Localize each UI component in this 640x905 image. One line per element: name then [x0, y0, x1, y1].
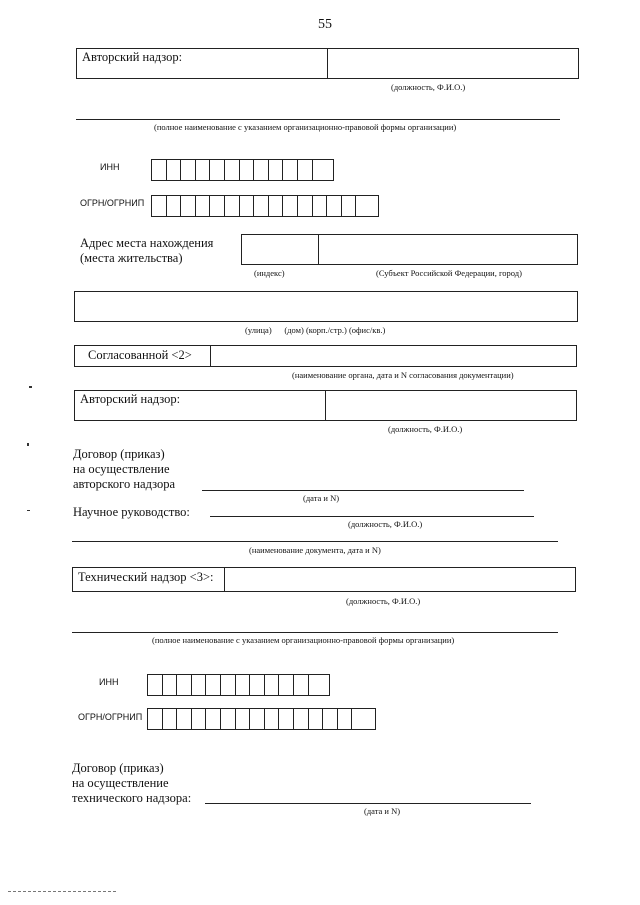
technical-supervision-caption: (должность, Ф.И.О.) [346, 596, 421, 606]
inn-cells-2[interactable] [147, 674, 330, 696]
scientific-caption2: (наименование документа, дата и N) [249, 545, 381, 555]
inn-cells-1[interactable] [151, 159, 334, 181]
page-number: 55 [318, 17, 332, 32]
org-full-name-line-1[interactable] [76, 119, 560, 120]
author-supervision-label-1: Авторский надзор: [82, 50, 183, 64]
contract-tech-line1: Договор (приказ) [72, 761, 164, 775]
address-street-caption: (улица) (дом) (корп./стр.) (офис/кв.) [245, 325, 386, 335]
contract-tech-line3: технического надзора: [72, 791, 192, 805]
org-full-name-caption-2: (полное наименование с указанием организационно-правовой формы организации) [152, 635, 455, 645]
scan-mark [29, 386, 32, 388]
inn-label-1: ИНН [100, 162, 120, 172]
contract-author-caption: (дата и N) [303, 493, 340, 503]
scientific-line[interactable] [210, 516, 534, 517]
author-supervision-input-1[interactable] [327, 48, 579, 79]
technical-supervision-label: Технический надзор <3>: [78, 570, 214, 584]
scan-bottom-edge [8, 891, 116, 892]
address-label-line1: Адрес места нахождения [80, 236, 214, 250]
technical-supervision-input[interactable] [224, 567, 576, 592]
inn-label-2: ИНН [99, 677, 119, 687]
contract-author-line1: Договор (приказ) [73, 447, 165, 461]
address-index-caption: (индекс) [254, 268, 285, 278]
ogrn-label-1: ОГРН/ОГРНИП [80, 198, 145, 208]
approved-input[interactable] [210, 345, 577, 367]
scientific-doc-line[interactable] [72, 541, 558, 542]
scientific-label: Научное руководство: [73, 505, 190, 519]
scientific-caption1: (должность, Ф.И.О.) [348, 519, 423, 529]
ogrn-label-2: ОГРН/ОГРНИП [78, 712, 143, 722]
address-street-box[interactable] [74, 291, 578, 322]
approved-caption: (наименование органа, дата и N согласования документации) [292, 370, 514, 380]
author-supervision-caption-1: (должность, Ф.И.О.) [391, 82, 466, 92]
contract-author-line2: на осуществление [73, 462, 170, 476]
author-supervision-input-2[interactable] [325, 390, 577, 421]
address-subject-caption: (Субъект Российской Федерации, город) [376, 268, 522, 278]
org-full-name-caption-1: (полное наименование с указанием организационно-правовой формы организации) [154, 122, 457, 132]
contract-author-line3: авторского надзора [73, 477, 176, 491]
author-supervision-caption-2: (должность, Ф.И.О.) [388, 424, 463, 434]
address-label-line2: (места жительства) [80, 251, 183, 265]
contract-tech-line2: на осуществление [72, 776, 169, 790]
scan-mark [27, 510, 30, 511]
scan-mark [27, 443, 29, 446]
org-full-name-line-2[interactable] [72, 632, 558, 633]
author-supervision-label-2: Авторский надзор: [80, 392, 181, 406]
ogrn-cells-1[interactable] [151, 195, 379, 217]
ogrn-cells-2[interactable] [147, 708, 376, 730]
approved-label: Согласованной <2> [88, 348, 192, 362]
address-index-subject-box[interactable] [241, 234, 578, 265]
contract-tech-caption: (дата и N) [364, 806, 401, 816]
contract-author-line[interactable] [202, 490, 524, 491]
contract-tech-line[interactable] [205, 803, 531, 804]
